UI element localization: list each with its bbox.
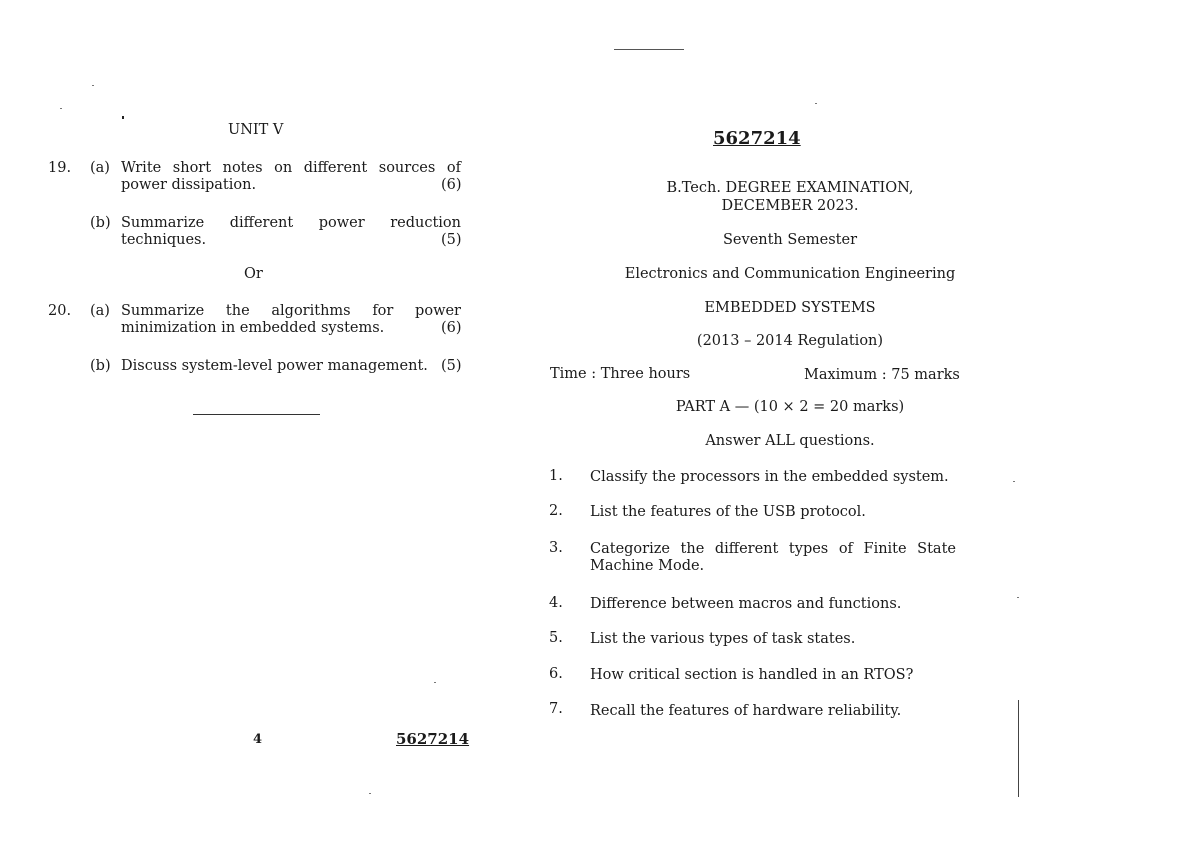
part-label: (b) [90, 358, 111, 374]
marks-label: (6) [441, 320, 462, 336]
page-edge-line [1018, 700, 1019, 797]
subject: EMBEDDED SYSTEMS [704, 300, 876, 316]
marks-label: (5) [441, 358, 462, 374]
question-number: 7. [549, 701, 563, 717]
question-text-line: Write short notes on different sources of [121, 160, 461, 176]
question-text-line: Difference between macros and functions. [590, 596, 902, 612]
exam-duration: Time : Three hours [550, 366, 691, 382]
maximum-marks: Maximum : 75 marks [804, 367, 960, 383]
question-text-line: Discuss system-level power management. [121, 358, 428, 374]
question-text-line: Machine Mode. [590, 558, 705, 574]
semester: Seventh Semester [722, 232, 858, 248]
question-number: 5. [549, 630, 563, 646]
question-text-line: List the various types of task states. [590, 631, 856, 647]
scan-speck [434, 682, 436, 683]
question-number: 3. [549, 540, 563, 556]
question-number: 6. [549, 666, 563, 682]
scan-speck [122, 116, 124, 119]
question-text-line: How critical section is handled in an RTOS? [590, 667, 914, 683]
scan-speck [1017, 597, 1019, 598]
scan-speck [60, 108, 62, 109]
department: Electronics and Communication Engineering [624, 266, 956, 282]
question-number: 19. [48, 160, 72, 176]
question-number: 2. [549, 503, 563, 519]
regulation: (2013 – 2014 Regulation) [696, 333, 884, 349]
instruction: Answer ALL questions. [705, 433, 875, 449]
part-label: (a) [90, 303, 110, 319]
question-number: 1. [549, 468, 563, 484]
question-text-line: techniques. [121, 232, 207, 248]
paper-code: 5627214 [713, 128, 801, 149]
question-text-line: List the features of the USB protocol. [590, 504, 866, 520]
exam-title-line1: B.Tech. DEGREE EXAMINATION, [666, 180, 914, 196]
question-text-line: Categorize the different types of Finite State [590, 541, 956, 557]
scan-speck [369, 793, 371, 794]
marks-label: (5) [441, 232, 462, 248]
exam-title-line2: DECEMBER 2023. [721, 198, 859, 214]
scan-speck [92, 85, 94, 86]
question-number: 4. [549, 595, 563, 611]
page-number: 4 [253, 732, 263, 747]
part-label: (b) [90, 215, 111, 231]
top-rule [614, 49, 684, 50]
question-text-line: minimization in embedded systems. [121, 320, 385, 336]
part-heading: PART A — (10 × 2 = 20 marks) [675, 399, 905, 415]
question-text-line: Summarize different power reduction [121, 215, 461, 231]
marks-label: (6) [441, 177, 462, 193]
or-separator: Or [244, 266, 263, 282]
footer-code: 5627214 [396, 730, 470, 748]
question-number: 20. [48, 303, 72, 319]
question-text-line: Classify the processors in the embedded system. [590, 469, 949, 485]
scan-speck [1013, 481, 1015, 482]
question-text-line: power dissipation. [121, 177, 257, 193]
end-rule [193, 414, 320, 415]
scan-speck [815, 103, 817, 104]
question-text-line: Recall the features of hardware reliability. [590, 703, 902, 719]
part-label: (a) [90, 160, 110, 176]
right-page [549, 0, 1200, 848]
unit-title: UNIT V [228, 122, 284, 138]
question-text-line: Summarize the algorithms for power [121, 303, 461, 319]
